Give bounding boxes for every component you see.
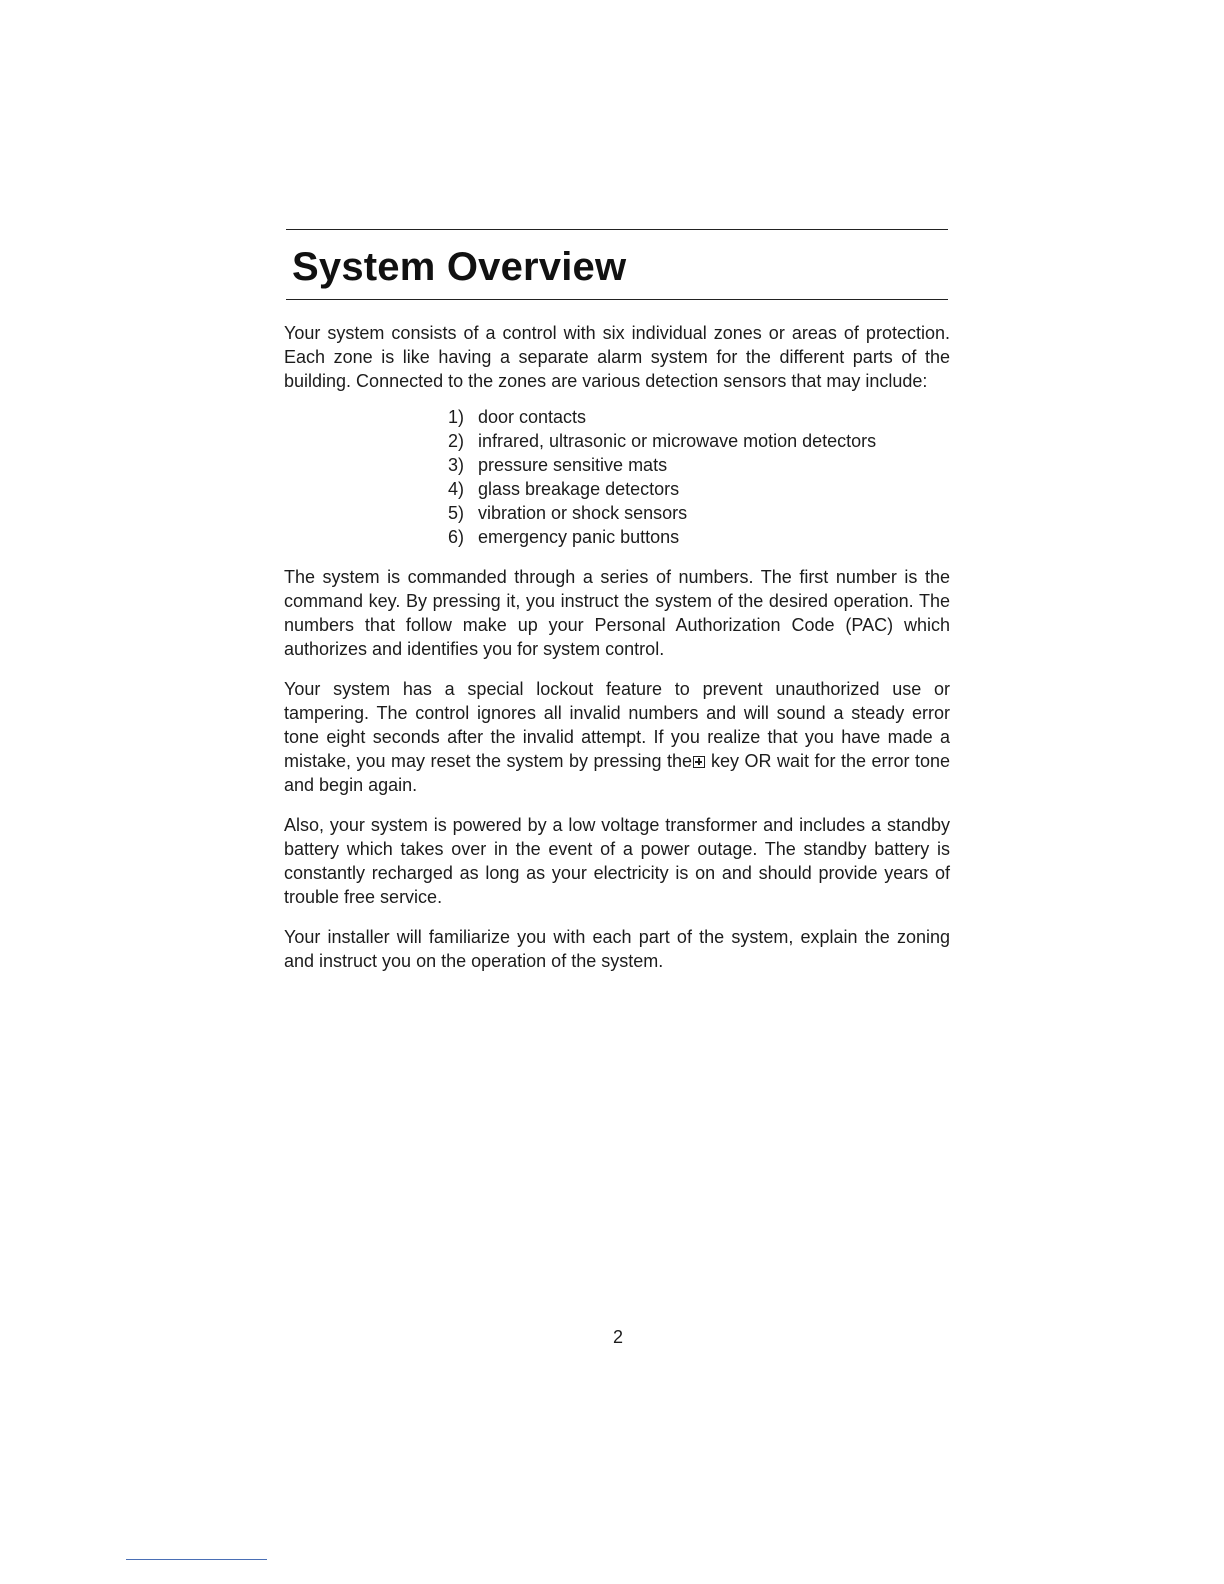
list-item-label: vibration or shock sensors — [478, 503, 688, 523]
power-paragraph: Also, your system is powered by a low voltage transformer and includes a standby battery which takes over in the event of a power outage. The standby battery is constantly recharged as long as your electricity is on and should provide years of trouble free service. — [284, 815, 950, 907]
page-title: System Overview — [292, 245, 627, 289]
lockout-text-after: key OR wait for the error tone and begin again. — [284, 751, 950, 795]
list-item-number: 3) — [448, 455, 465, 475]
list-item-number: 5) — [448, 503, 465, 523]
list-item-number: 2) — [448, 431, 465, 451]
lockout-paragraph — [284, 677, 950, 797]
title-bottom-rule — [286, 299, 948, 300]
list-item-label: glass breakage detectors — [478, 479, 680, 499]
document-body — [284, 321, 950, 989]
list-item-label: infrared, ultrasonic or microwave motion detectors — [478, 431, 877, 451]
footnote-rule — [126, 1559, 267, 1560]
list-item — [448, 453, 950, 477]
list-item-label: pressure sensitive mats — [478, 455, 668, 475]
list-item-label: emergency panic buttons — [478, 527, 680, 547]
list-item-number: 1) — [448, 407, 465, 427]
list-item — [448, 525, 950, 549]
list-item — [448, 477, 950, 501]
list-item-number: 6) — [448, 527, 465, 547]
title-top-rule — [286, 229, 948, 230]
installer-paragraph: Your installer will familiarize you with each part of the system, explain the zoning and instruct you on the operation of the system. — [284, 927, 950, 971]
sensor-list — [284, 405, 950, 549]
list-item-number: 4) — [448, 479, 465, 499]
command-paragraph: The system is commanded through a series of numbers. The first number is the command key. By pressing it, you instruct the system of the desired operation. The numbers that follow make up your Personal Authorization Code (PAC) which authorizes and identifies you for system control. — [284, 567, 950, 659]
list-item-label: door contacts — [478, 407, 587, 427]
list-item — [448, 501, 950, 525]
intro-paragraph: Your system consists of a control with six individual zones or areas of protection. Each zone is like having a separate alarm system for the different parts of the building. Connected to the zones are various detection sensors that may include: — [284, 323, 950, 391]
star-key-icon — [693, 756, 705, 768]
list-item — [448, 429, 950, 453]
list-item — [448, 405, 950, 429]
lockout-text-before: Your system has a special lockout feature to prevent unauthorized use or tampering. The control ignores all invalid numbers and will sound a steady error tone eight seconds after the invalid attempt. If you realize that you have made a mistake, you may reset the system by pressing the — [284, 679, 950, 771]
page-number: 2 — [612, 1327, 623, 1347]
